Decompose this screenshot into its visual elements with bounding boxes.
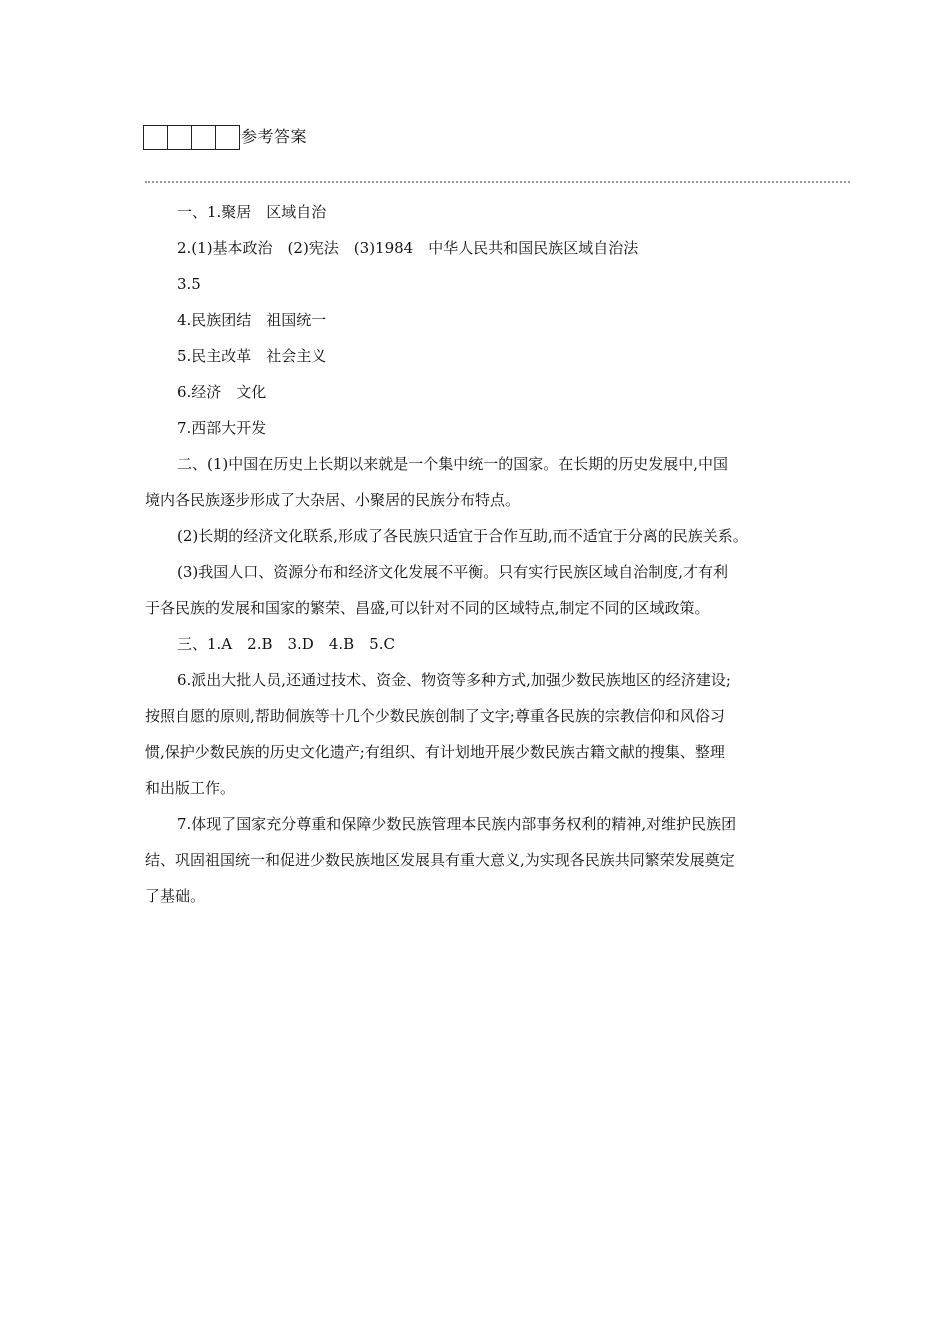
answer-line: 一、1.聚居 区域自治 [177, 203, 327, 221]
header-box [215, 125, 240, 150]
answer-line: 结、巩固祖国统一和促进少数民族地区发展具有重大意义,为实现各民族共同繁荣发展奠定 [145, 851, 735, 869]
section-header [143, 124, 307, 150]
answer-line: 三、1.A 2.B 3.D 4.B 5.C [177, 635, 395, 653]
answer-line: 2.(1)基本政治 (2)宪法 (3)1984 中华人民共和国民族区域自治法 [177, 239, 639, 257]
section-title: 参考答案 [241, 127, 308, 146]
answer-line: (2)长期的经济文化联系,形成了各民族只适宜于合作互助,而不适宜于分离的民族关系。 [177, 527, 748, 545]
answer-line: 3.5 [177, 275, 201, 293]
answer-line: 7.体现了国家充分尊重和保障少数民族管理本民族内部事务权利的精神,对维护民族团 [177, 815, 737, 833]
header-box [143, 125, 168, 150]
answer-line: 7.西部大开发 [177, 419, 267, 437]
answer-line: 6.派出大批人员,还通过技术、资金、物资等多种方式,加强少数民族地区的经济建设; [177, 671, 731, 689]
answer-line: 于各民族的发展和国家的繁荣、昌盛,可以针对不同的区域特点,制定不同的区域政策。 [145, 599, 710, 617]
answer-line: 6.经济 文化 [177, 383, 267, 401]
answer-content [145, 198, 810, 918]
header-box [167, 125, 192, 150]
dotted-divider [145, 181, 850, 183]
answer-line: 和出版工作。 [145, 779, 236, 797]
answer-line: 5.民主改革 社会主义 [177, 347, 327, 365]
answer-line: (3)我国人口、资源分布和经济文化发展不平衡。只有实行民族区域自治制度,才有利 [177, 563, 729, 581]
answer-line: 境内各民族逐步形成了大杂居、小聚居的民族分布特点。 [145, 491, 521, 509]
answer-line: 按照自愿的原则,帮助侗族等十几个少数民族创制了文字;尊重各民族的宗教信仰和风俗习 [145, 707, 725, 725]
header-box [191, 125, 216, 150]
answer-line: 惯,保护少数民族的历史文化遗产;有组织、有计划地开展少数民族古籍文献的搜集、整理 [145, 743, 725, 761]
header-boxes [143, 125, 239, 149]
answer-line: 4.民族团结 祖国统一 [177, 311, 327, 329]
answer-line: 了基础。 [145, 887, 206, 905]
answer-line: 二、(1)中国在历史上长期以来就是一个集中统一的国家。在长期的历史发展中,中国 [177, 455, 729, 473]
